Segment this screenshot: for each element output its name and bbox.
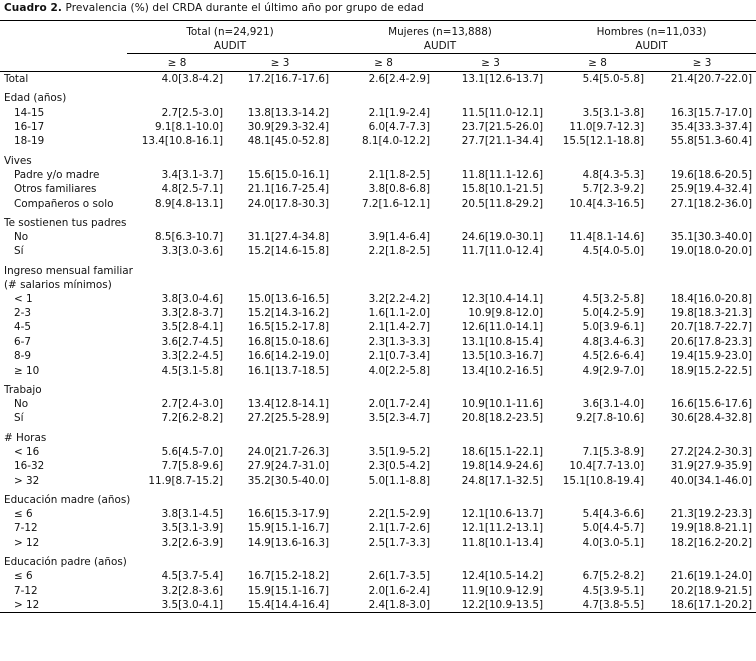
table-cell: 11.8[10.1-13.4] [461, 536, 543, 549]
table-cell: 48.1[45.0-52.8] [247, 135, 329, 148]
table-cell: 16.6[15.3-17.9] [247, 508, 329, 520]
table-cell: 2.2[1.8-2.5] [368, 245, 430, 258]
section-label: Te sostienen tus padres [4, 216, 127, 229]
table-cell: 4.5[3.1-5.8] [161, 364, 223, 377]
table-cell: 13.4[10.8-16.1] [141, 135, 223, 148]
row-label: 6-7 [14, 335, 31, 348]
section-label: (# salarios mínimos) [4, 278, 112, 291]
table-cell: 40.0[34.1-46.0] [670, 474, 752, 487]
table-row [0, 536, 756, 550]
table-cell: 20.5[11.8-29.2] [461, 197, 543, 210]
table-cell: 5.0[3.9-6.1] [582, 321, 644, 334]
table-cell: 21.3[19.2-23.3] [670, 508, 752, 520]
table-cell: 2.7[2.5-3.0] [161, 106, 223, 119]
table-cell: 8.9[4.8-13.1] [154, 197, 223, 210]
section-header-row [0, 91, 756, 105]
table-cell: 3.2[2.2-4.2] [368, 292, 430, 305]
section-label: Educación madre (años) [4, 493, 131, 506]
table-row [0, 335, 756, 349]
section-header-row [0, 383, 756, 397]
row-label: 7-12 [14, 522, 38, 535]
table-cell: 19.4[15.9-23.0] [670, 350, 752, 363]
table-cell: 2.5[1.7-3.3] [368, 536, 430, 549]
table-cell: 24.0[21.7-26.3] [247, 445, 329, 458]
table-cell: 12.1[10.6-13.7] [461, 508, 543, 520]
table-cell: 3.8[3.1-4.5] [161, 508, 223, 520]
table-cell: 15.2[14.3-16.2] [247, 307, 329, 320]
table-cell: 3.6[3.1-4.0] [582, 398, 644, 411]
table-cell: 2.6[1.7-3.5] [368, 570, 430, 583]
row-label: 2-3 [14, 307, 31, 320]
table-row [0, 120, 756, 134]
table-cell: 2.3[1.3-3.3] [368, 335, 430, 348]
table-cell: 7.2[1.6-12.1] [361, 197, 430, 210]
table-cell: 9.2[7.8-10.6] [575, 412, 644, 425]
group-total-title: Total (n=24,921) [186, 26, 274, 38]
table-cell: 35.1[30.3-40.0] [670, 230, 752, 243]
table-cell: 11.7[11.0-12.4] [461, 245, 543, 258]
section-label: # Horas [4, 431, 47, 444]
row-label: 16-32 [14, 460, 45, 473]
table-cell: 4.8[4.3-5.3] [582, 168, 644, 181]
table-cell: 27.7[21.1-34.4] [461, 135, 543, 148]
table-cell: 5.0[1.1-8.8] [368, 474, 430, 487]
table-cell: 15.2[14.6-15.8] [247, 245, 329, 258]
table-cell: 30.9[29.3-32.4] [247, 120, 329, 133]
table-cell: 4.0[3.8-4.2] [161, 73, 223, 86]
table-cell: 5.0[4.4-5.7] [582, 522, 644, 535]
table-row [0, 292, 756, 306]
table-cell: 10.4[4.3-16.5] [569, 197, 644, 210]
table-cell: 2.4[1.8-3.0] [333, 598, 434, 613]
table-row [0, 445, 756, 459]
table-cell: 3.4[3.1-3.7] [161, 168, 223, 181]
section-label: Educación padre (años) [4, 555, 127, 568]
table-row [0, 230, 756, 244]
table-cell: 16.6[15.6-17.6] [670, 398, 752, 411]
table-cell: 27.2[24.2-30.3] [670, 445, 752, 458]
table-cell: 11.8[11.1-12.6] [461, 168, 543, 181]
table-cell: 18.4[16.0-20.8] [670, 292, 752, 305]
table-cell: 4.8[2.5-7.1] [161, 183, 223, 196]
table-row [0, 105, 756, 119]
table-row [0, 349, 756, 363]
table-cell: 2.3[0.5-4.2] [368, 460, 430, 473]
col-header: ≥ 3 [227, 54, 333, 72]
table-cell: 17.2[16.7-17.6] [247, 73, 329, 86]
table-cell: 15.5[12.1-18.8] [562, 135, 644, 148]
table-cell: 21.1[16.7-25.4] [247, 183, 329, 196]
table-row [0, 168, 756, 182]
table-cell: 16.1[13.7-18.5] [247, 364, 329, 377]
table-cell: 3.9[1.4-6.4] [368, 230, 430, 243]
table-cell: 10.9[10.1-11.6] [461, 398, 543, 411]
table-cell: 11.9[10.9-12.9] [461, 584, 543, 597]
table-cell: 12.2[10.9-13.5] [434, 598, 547, 613]
table-cell: 27.9[24.7-31.0] [247, 460, 329, 473]
table-cell: 4.0[2.2-5.8] [368, 364, 430, 377]
table-cell: 24.8[17.1-32.5] [461, 474, 543, 487]
row-label: Sí [14, 412, 24, 425]
table-row [0, 583, 756, 597]
table-row [0, 411, 756, 425]
table-cell: 20.8[18.2-23.5] [461, 412, 543, 425]
table-cell: 16.6[14.2-19.0] [247, 350, 329, 363]
table-cell: 15.4[14.4-16.4] [227, 598, 333, 613]
row-label: Otros familiares [14, 183, 97, 196]
table-row [0, 598, 756, 613]
row-label: Padre y/o madre [14, 168, 100, 181]
section-label: Ingreso mensual familiar [4, 264, 133, 277]
col-header: ≥ 3 [434, 54, 547, 72]
table-cell: 4.5[3.9-5.1] [582, 584, 644, 597]
table-row [0, 507, 756, 521]
row-label: ≤ 6 [14, 508, 33, 520]
table-cell: 3.5[3.1-3.8] [582, 106, 644, 119]
row-label: No [14, 398, 29, 411]
row-label: < 1 [14, 292, 33, 305]
table-row [0, 134, 756, 148]
row-label: < 16 [14, 445, 40, 458]
table-cell: 7.2[6.2-8.2] [161, 412, 223, 425]
table-body [0, 72, 756, 613]
section-header-row [0, 493, 756, 507]
col-header: ≥ 8 [333, 54, 434, 72]
table-cell: 3.3[2.2-4.5] [161, 350, 223, 363]
section-header-row [0, 431, 756, 445]
table-cell: 3.3[2.8-3.7] [161, 307, 223, 320]
table-cell: 9.1[8.1-10.0] [154, 120, 223, 133]
table-cell: 4.8[3.4-6.3] [582, 335, 644, 348]
table-cell: 4.9[2.9-7.0] [582, 364, 644, 377]
col-header: ≥ 3 [648, 54, 756, 72]
table-cell: 10.9[9.8-12.0] [468, 307, 543, 320]
section-header-row [0, 264, 756, 278]
table-cell: 55.8[51.3-60.4] [670, 135, 752, 148]
row-label: 16-17 [14, 120, 45, 133]
table-caption [4, 2, 424, 14]
table-cell: 19.9[18.8-21.1] [670, 522, 752, 535]
row-label: 14-15 [14, 106, 45, 119]
row-label: 18-19 [14, 135, 45, 148]
section-label: Trabajo [4, 383, 42, 396]
table-cell: 5.0[4.2-5.9] [582, 307, 644, 320]
table-row [0, 473, 756, 487]
table-row [0, 72, 756, 87]
table-row [0, 306, 756, 320]
table-cell: 21.4[20.7-22.0] [670, 73, 752, 86]
table-cell: 3.5[3.1-3.9] [161, 522, 223, 535]
table-cell: 3.3[3.0-3.6] [161, 245, 223, 258]
table-cell: 1.6[1.1-2.0] [368, 307, 430, 320]
table-cell: 31.1[27.4-34.8] [247, 230, 329, 243]
table-cell: 18.9[15.2-22.5] [670, 364, 752, 377]
table-cell: 3.8[0.8-6.8] [368, 183, 430, 196]
table-cell: 8.1[4.0-12.2] [361, 135, 430, 148]
table-cell: 27.2[25.5-28.9] [247, 412, 329, 425]
table-cell: 4.5[3.7-5.4] [161, 570, 223, 583]
table-cell: 15.9[15.1-16.7] [247, 522, 329, 535]
table-cell: 19.0[18.0-20.0] [670, 245, 752, 258]
table-cell: 5.7[2.3-9.2] [582, 183, 644, 196]
table-cell: 13.1[12.6-13.7] [461, 73, 543, 86]
table-cell: 2.1[1.9-2.4] [368, 106, 430, 119]
table-cell: 31.9[27.9-35.9] [670, 460, 752, 473]
table-cell: 13.1[10.8-15.4] [461, 335, 543, 348]
section-header-row [0, 555, 756, 569]
row-label: > 32 [14, 474, 40, 487]
table-cell: 4.5[4.0-5.0] [582, 245, 644, 258]
table-cell: 27.1[18.2-36.0] [670, 197, 752, 210]
table-cell: 11.4[8.1-14.6] [569, 230, 644, 243]
section-header-row [0, 216, 756, 230]
table-cell: 6.0[4.7-7.3] [368, 120, 430, 133]
table-cell: 12.6[11.0-14.1] [461, 321, 543, 334]
table-row [0, 569, 756, 583]
table-cell: 16.8[15.0-18.6] [247, 335, 329, 348]
table-row [0, 320, 756, 334]
table-cell: 4.0[3.0-5.1] [582, 536, 644, 549]
table-row [0, 182, 756, 196]
table-cell: 2.0[1.6-2.4] [368, 584, 430, 597]
table-cell: 35.4[33.3-37.4] [670, 120, 752, 133]
section-label: Edad (años) [4, 92, 67, 105]
table-cell: 3.5[2.8-4.1] [161, 321, 223, 334]
table-cell: 13.4[10.2-16.5] [461, 364, 543, 377]
prevalence-table [0, 20, 756, 613]
table-cell: 2.1[1.8-2.5] [368, 168, 430, 181]
table-row [0, 196, 756, 210]
table-cell: 2.1[0.7-3.4] [368, 350, 430, 363]
table-cell: 13.5[10.3-16.7] [461, 350, 543, 363]
table-cell: 2.1[1.7-2.6] [368, 522, 430, 535]
table-cell: 19.8[14.9-24.6] [461, 460, 543, 473]
table-cell: 15.6[15.0-16.1] [247, 168, 329, 181]
table-row [0, 363, 756, 377]
table-cell: 21.6[19.1-24.0] [670, 570, 752, 583]
table-row [0, 244, 756, 258]
table-cell: 11.0[9.7-12.3] [569, 120, 644, 133]
table-cell: 4.5[2.6-6.4] [582, 350, 644, 363]
table-cell: 20.6[17.8-23.3] [670, 335, 752, 348]
table-cell: 19.6[18.6-20.5] [670, 168, 752, 181]
table-cell: 16.7[15.2-18.2] [247, 570, 329, 583]
caption-text: Prevalencia (%) del CRDA durante el último año por grupo de edad [65, 2, 424, 14]
table-cell: 5.4[4.3-6.6] [582, 508, 644, 520]
table-cell: 11.9[8.7-15.2] [148, 474, 223, 487]
section-header-row [0, 154, 756, 168]
row-label: 7-12 [14, 584, 38, 597]
col-header: ≥ 8 [547, 54, 648, 72]
table-cell: 13.8[13.3-14.2] [247, 106, 329, 119]
table-cell: 24.6[19.0-30.1] [461, 230, 543, 243]
table-cell: 13.4[12.8-14.1] [247, 398, 329, 411]
group-total-audit: AUDIT [127, 39, 333, 54]
table-cell: 4.7[3.8-5.5] [547, 598, 648, 613]
group-hombres-title: Hombres (n=11,033) [596, 26, 707, 38]
table-row [0, 459, 756, 473]
caption-label: Cuadro 2. [4, 2, 63, 14]
table-cell: 3.8[3.0-4.6] [161, 292, 223, 305]
header-blank [0, 39, 127, 54]
table-cell: 35.2[30.5-40.0] [247, 474, 329, 487]
table-cell: 2.6[2.4-2.9] [368, 73, 430, 86]
row-label: > 12 [14, 536, 40, 549]
section-label: Vives [4, 154, 32, 167]
table-cell: 3.2[2.6-3.9] [161, 536, 223, 549]
header-blank [0, 54, 127, 72]
table-cell: 2.0[1.7-2.4] [368, 398, 430, 411]
table-cell: 5.6[4.5-7.0] [161, 445, 223, 458]
row-label: Compañeros o solo [14, 197, 114, 210]
table-cell: 7.1[5.3-8.9] [582, 445, 644, 458]
table-cell: 24.0[17.8-30.3] [247, 197, 329, 210]
row-label: Sí [14, 245, 24, 258]
table-cell: 3.6[2.7-4.5] [161, 335, 223, 348]
table-cell: 8.5[6.3-10.7] [154, 230, 223, 243]
table-cell: 3.5[3.0-4.1] [127, 598, 227, 613]
table-cell: 16.3[15.7-17.0] [670, 106, 752, 119]
table-cell: 19.8[18.3-21.3] [670, 307, 752, 320]
section-header-row [0, 278, 756, 292]
table-cell: 20.2[18.9-21.5] [670, 584, 752, 597]
table-cell: 15.9[15.1-16.7] [247, 584, 329, 597]
table-cell: 30.6[28.4-32.8] [670, 412, 752, 425]
group-hombres-audit: AUDIT [547, 39, 756, 54]
group-mujeres-title: Mujeres (n=13,888) [388, 26, 492, 38]
table-cell: 18.6[17.1-20.2] [648, 598, 756, 613]
table-cell: 16.5[15.2-17.8] [247, 321, 329, 334]
header-blank [0, 25, 127, 39]
table-cell: 3.5[1.9-5.2] [368, 445, 430, 458]
table-cell: 12.4[10.5-14.2] [461, 570, 543, 583]
group-mujeres-audit: AUDIT [333, 39, 547, 54]
table-cell: 4.5[3.2-5.8] [582, 292, 644, 305]
table-cell: 11.5[11.0-12.1] [461, 106, 543, 119]
table-cell: 3.5[2.3-4.7] [368, 412, 430, 425]
table-cell: 23.7[21.5-26.0] [461, 120, 543, 133]
row-label: ≥ 10 [14, 364, 40, 377]
row-label: > 12 [0, 598, 127, 613]
row-label: No [14, 230, 29, 243]
row-label: Total [4, 73, 29, 86]
col-header: ≥ 8 [127, 54, 227, 72]
row-label: 4-5 [14, 321, 31, 334]
table-cell: 2.7[2.4-3.0] [161, 398, 223, 411]
table-cell: 18.6[15.1-22.1] [461, 445, 543, 458]
table-cell: 20.7[18.7-22.7] [670, 321, 752, 334]
table-row [0, 521, 756, 535]
table-cell: 12.3[10.4-14.1] [461, 292, 543, 305]
table-cell: 14.9[13.6-16.3] [247, 536, 329, 549]
table-cell: 6.7[5.2-8.2] [582, 570, 644, 583]
row-label: ≤ 6 [14, 570, 33, 583]
table-cell: 15.8[10.1-21.5] [461, 183, 543, 196]
table-cell: 25.9[19.4-32.4] [670, 183, 752, 196]
table-row [0, 397, 756, 411]
table-cell: 15.1[10.8-19.4] [562, 474, 644, 487]
table-cell: 15.0[13.6-16.5] [247, 292, 329, 305]
table-cell: 18.2[16.2-20.2] [670, 536, 752, 549]
table-cell: 7.7[5.8-9.6] [161, 460, 223, 473]
table-cell: 2.1[1.4-2.7] [368, 321, 430, 334]
table-cell: 3.2[2.8-3.6] [161, 584, 223, 597]
table-cell: 5.4[5.0-5.8] [582, 73, 644, 86]
table-cell: 2.2[1.5-2.9] [368, 508, 430, 520]
table-cell: 12.1[11.2-13.1] [461, 522, 543, 535]
row-label: 8-9 [14, 350, 31, 363]
table-cell: 10.4[7.7-13.0] [569, 460, 644, 473]
